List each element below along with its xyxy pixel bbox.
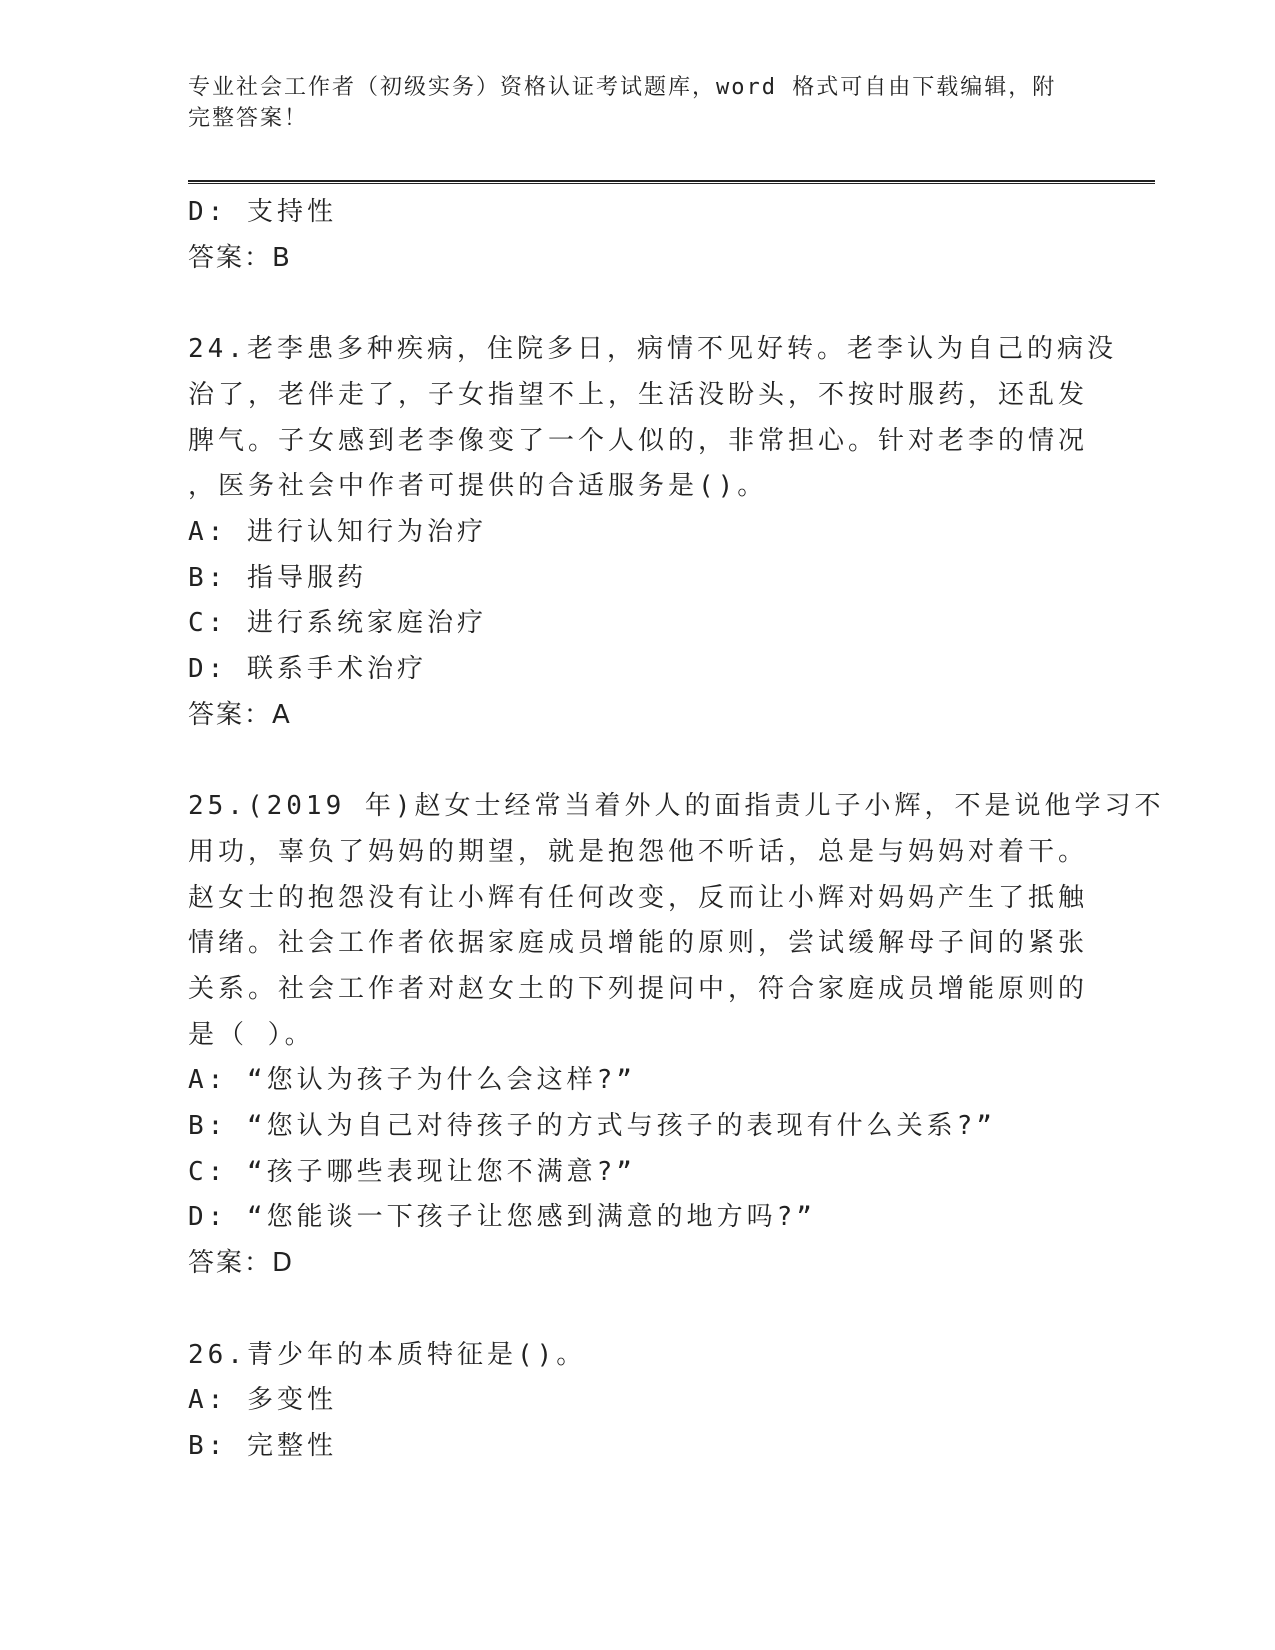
option-d: D: 支持性 <box>188 197 337 227</box>
question-stem-line: 治了，老伴走了，子女指望不上，生活没盼头，不按时服药，还乱发 <box>188 379 1089 410</box>
answer-label: 答案：B <box>188 242 292 273</box>
answer-label: 答案：D <box>188 1248 295 1279</box>
spacer <box>188 281 1088 327</box>
option-a: A: 进行认知行为治疗 <box>188 516 487 547</box>
option-b: B: “您认为自己对待孩子的方式与孩子的表现有什么关系?” <box>188 1111 996 1142</box>
option-a: A: “您认为孩子为什么会这样?” <box>188 1065 636 1096</box>
header-line: 专业社会工作者（初级实务）资格认证考试题库，word 格式可自由下载编辑，附 <box>188 75 1057 100</box>
spacer <box>188 1287 1088 1333</box>
question-stem-line: 用功，辜负了妈妈的期望，就是抱怨他不听话，总是与妈妈对着干。 <box>188 836 1089 867</box>
answer-label: 答案：A <box>188 699 292 730</box>
option-d: D: 联系手术治疗 <box>188 654 427 685</box>
question-25 <box>188 784 1165 1287</box>
question-stem-line: 是（ ）。 <box>188 1019 315 1050</box>
previous-question-tail <box>188 190 1088 281</box>
question-stem-line: 24.老李患多种疾病，住院多日，病情不见好转。老李认为自己的病没 <box>188 334 1117 365</box>
question-24 <box>188 327 1117 738</box>
spacer <box>188 738 1088 784</box>
question-stem-line: 情绪。社会工作者依据家庭成员增能的原则，尝试缓解母子间的紧张 <box>188 928 1089 959</box>
option-a: A: 多变性 <box>188 1385 337 1416</box>
option-d: D: “您能谈一下孩子让您感到满意的地方吗?” <box>188 1202 816 1233</box>
document-body <box>188 190 1165 1470</box>
option-c: C: “孩子哪些表现让您不满意?” <box>188 1156 636 1187</box>
option-c: C: 进行系统家庭治疗 <box>188 608 487 639</box>
question-stem-line: 关系。社会工作者对赵女土的下列提问中，符合家庭成员增能原则的 <box>188 973 1089 1004</box>
question-26 <box>188 1333 1088 1470</box>
question-stem-line: 脾气。子女感到老李像变了一个人似的，非常担心。针对老李的情况 <box>188 425 1089 456</box>
option-b: B: 完整性 <box>188 1430 337 1461</box>
question-stem-line: ，医务社会中作者可提供的合适服务是()。 <box>188 471 768 502</box>
question-stem-line: 25.(2019 年)赵女士经常当着外人的面指责儿子小辉，不是说他学习不 <box>188 791 1165 822</box>
page-header <box>188 72 1088 134</box>
header-line: 完整答案！ <box>188 106 309 131</box>
header-divider <box>188 180 1155 184</box>
option-b: B: 指导服药 <box>188 562 367 593</box>
question-stem-line: 26.青少年的本质特征是()。 <box>188 1339 587 1370</box>
question-stem-line: 赵女士的抱怨没有让小辉有任何改变，反而让小辉对妈妈产生了抵触 <box>188 882 1089 913</box>
